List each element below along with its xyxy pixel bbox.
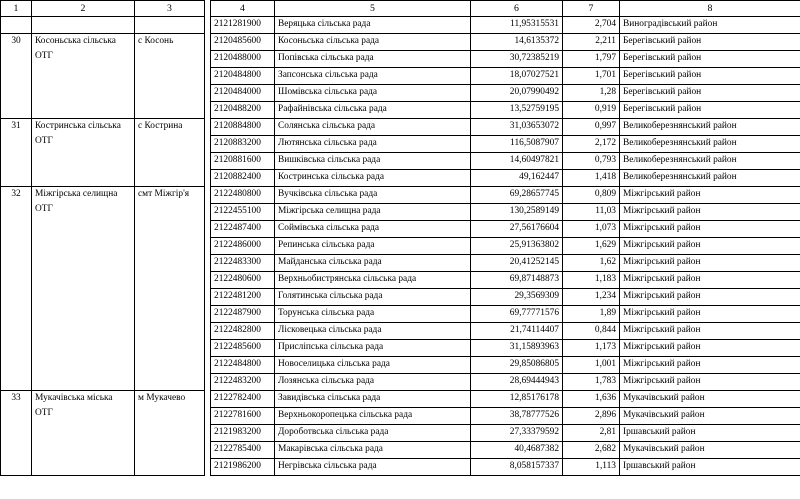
koatuu-code-cell: 2120488200 (211, 102, 275, 119)
share-cell: 1,173 (563, 340, 620, 357)
koatuu-code-cell: 2122455100 (211, 204, 275, 221)
header-cell: 4 (211, 1, 275, 17)
area-cell: 31,03653072 (471, 119, 563, 136)
district-cell: Міжгірський район (620, 187, 800, 204)
otg-name-cell: Мукачівська міська ОТГ (32, 391, 135, 476)
council-name-cell: Косоньська сільська рада (275, 34, 471, 51)
share-cell: 0,809 (563, 187, 620, 204)
koatuu-code-cell: 2122782400 (211, 391, 275, 408)
district-cell: Міжгірський район (620, 357, 800, 374)
koatuu-code-cell: 2122480800 (211, 187, 275, 204)
council-name-cell: Попівська сільська рада (275, 51, 471, 68)
council-name-cell: Лозянська сільська рада (275, 374, 471, 391)
header-cell: 7 (563, 1, 620, 17)
koatuu-code-cell: 2122487400 (211, 221, 275, 238)
district-cell: Міжгірський район (620, 255, 800, 272)
district-cell: Мукачівський район (620, 391, 800, 408)
otg-name-cell (32, 17, 135, 34)
table-row (1, 119, 800, 136)
header-row (1, 1, 800, 17)
koatuu-code-cell: 2122781600 (211, 408, 275, 425)
share-cell: 1,234 (563, 289, 620, 306)
share-cell: 0,919 (563, 102, 620, 119)
otg-name-cell: Косоньська сільська ОТГ (32, 34, 135, 119)
share-cell: 2,172 (563, 136, 620, 153)
area-cell: 25,91363802 (471, 238, 563, 255)
group-number-cell: 33 (1, 391, 32, 476)
district-cell: Іршавський район (620, 459, 800, 476)
council-name-cell: Прислiпська сільська рада (275, 340, 471, 357)
area-cell: 130,2589149 (471, 204, 563, 221)
area-cell: 27,56176604 (471, 221, 563, 238)
koatuu-code-cell: 2120881600 (211, 153, 275, 170)
area-cell: 14,60497821 (471, 153, 563, 170)
koatuu-code-cell: 2120883200 (211, 136, 275, 153)
header-cell: 6 (471, 1, 563, 17)
share-cell: 1,89 (563, 306, 620, 323)
district-cell: Берегівський район (620, 34, 800, 51)
koatuu-code-cell: 2120484800 (211, 68, 275, 85)
otg-name-cell: Міжгірська селищна ОТГ (32, 187, 135, 391)
council-name-cell: Голятинська сільська рада (275, 289, 471, 306)
council-name-cell: Запсонська сільська рада (275, 68, 471, 85)
area-cell: 11,95315531 (471, 17, 563, 34)
center-cell: м Мукачево (135, 391, 205, 476)
group-number-cell: 31 (1, 119, 32, 187)
share-cell: 1,073 (563, 221, 620, 238)
council-name-cell: Завидівська сільська рада (275, 391, 471, 408)
area-cell: 20,07990492 (471, 85, 563, 102)
center-cell: с Кострина (135, 119, 205, 187)
area-cell: 20,41252145 (471, 255, 563, 272)
share-cell: 2,704 (563, 17, 620, 34)
council-name-cell: Лісковецька сільська рада (275, 323, 471, 340)
council-name-cell: Негрівська сільська рада (275, 459, 471, 476)
district-cell: Великоберезнянський район (620, 153, 800, 170)
council-name-cell: Веряцька сільська рада (275, 17, 471, 34)
share-cell: 2,81 (563, 425, 620, 442)
council-name-cell: Торунська сільська рада (275, 306, 471, 323)
district-cell: Міжгірський район (620, 289, 800, 306)
district-cell: Берегівський район (620, 85, 800, 102)
council-name-cell: Макарівська сільська рада (275, 442, 471, 459)
area-cell: 12,85176178 (471, 391, 563, 408)
council-name-cell: Новоселицька сільська рада (275, 357, 471, 374)
table-row (1, 391, 800, 408)
area-cell: 28,69444943 (471, 374, 563, 391)
koatuu-code-cell: 2122481200 (211, 289, 275, 306)
share-cell: 2,211 (563, 34, 620, 51)
header-cell: 5 (275, 1, 471, 17)
share-cell: 1,113 (563, 459, 620, 476)
koatuu-code-cell: 2120485600 (211, 34, 275, 51)
council-name-cell: Костринська сільська рада (275, 170, 471, 187)
koatuu-code-cell: 2122485600 (211, 340, 275, 357)
council-name-cell: Дороботвська сільська рада (275, 425, 471, 442)
group-number-cell: 32 (1, 187, 32, 391)
koatuu-code-cell: 2122482800 (211, 323, 275, 340)
share-cell: 1,28 (563, 85, 620, 102)
share-cell: 1,783 (563, 374, 620, 391)
area-cell: 13,52759195 (471, 102, 563, 119)
share-cell: 1,418 (563, 170, 620, 187)
table-row (1, 17, 800, 34)
district-cell: Мукачівський район (620, 442, 800, 459)
district-cell: Міжгірський район (620, 323, 800, 340)
koatuu-code-cell: 2120882400 (211, 170, 275, 187)
district-cell: Великоберезнянський район (620, 119, 800, 136)
district-cell: Міжгірський район (620, 221, 800, 238)
district-cell: Мукачівський район (620, 408, 800, 425)
area-cell: 31,15893963 (471, 340, 563, 357)
koatuu-code-cell: 2120884800 (211, 119, 275, 136)
koatuu-code-cell: 2121986200 (211, 459, 275, 476)
koatuu-code-cell: 2121281900 (211, 17, 275, 34)
council-name-cell: Майданська сільська рада (275, 255, 471, 272)
council-name-cell: Вучківська сільська рада (275, 187, 471, 204)
council-name-cell: Рафайнівська сільська рада (275, 102, 471, 119)
area-cell: 49,162447 (471, 170, 563, 187)
share-cell: 2,896 (563, 408, 620, 425)
council-name-cell: Верхньобистрянська сільська рада (275, 272, 471, 289)
share-cell: 2,682 (563, 442, 620, 459)
area-cell: 40,4687382 (471, 442, 563, 459)
district-cell: Міжгірський район (620, 272, 800, 289)
koatuu-code-cell: 2122486000 (211, 238, 275, 255)
center-cell (135, 17, 205, 34)
header-cell: 1 (1, 1, 32, 17)
council-name-cell: Лютянська сільська рада (275, 136, 471, 153)
district-cell: Берегівський район (620, 51, 800, 68)
district-cell: Міжгірський район (620, 374, 800, 391)
council-name-cell: Соймівська сільська рада (275, 221, 471, 238)
share-cell: 1,183 (563, 272, 620, 289)
share-cell: 0,793 (563, 153, 620, 170)
district-cell: Виноградівський район (620, 17, 800, 34)
district-cell: Міжгірський район (620, 238, 800, 255)
council-name-cell: Верхньокоропецька сільська рада (275, 408, 471, 425)
area-cell: 18,07027521 (471, 68, 563, 85)
center-cell: с Косонь (135, 34, 205, 119)
district-cell: Іршавський район (620, 425, 800, 442)
area-cell: 8,058157337 (471, 459, 563, 476)
area-cell: 69,77771576 (471, 306, 563, 323)
center-cell: смт Міжгір'я (135, 187, 205, 391)
koatuu-code-cell: 2122487900 (211, 306, 275, 323)
koatuu-code-cell: 2122785400 (211, 442, 275, 459)
district-cell: Берегівський район (620, 68, 800, 85)
share-cell: 1,701 (563, 68, 620, 85)
koatuu-code-cell: 2120488000 (211, 51, 275, 68)
area-cell: 27,33379592 (471, 425, 563, 442)
council-name-cell: Міжгірська селищна рада (275, 204, 471, 221)
koatuu-code-cell: 2122480600 (211, 272, 275, 289)
area-cell: 14,6135372 (471, 34, 563, 51)
area-cell: 29,85086805 (471, 357, 563, 374)
district-cell: Великоберезнянський район (620, 170, 800, 187)
table-row (1, 187, 800, 204)
area-cell: 30,72385219 (471, 51, 563, 68)
otg-name-cell: Костринська сільська ОТГ (32, 119, 135, 187)
header-cell: 2 (32, 1, 135, 17)
council-name-cell: Репинська сільська рада (275, 238, 471, 255)
koatuu-code-cell: 2122484800 (211, 357, 275, 374)
share-cell: 11,03 (563, 204, 620, 221)
share-cell: 1,636 (563, 391, 620, 408)
district-cell: Міжгірський район (620, 306, 800, 323)
area-cell: 21,74114407 (471, 323, 563, 340)
area-cell: 69,87148873 (471, 272, 563, 289)
council-name-cell: Шомівська сільська рада (275, 85, 471, 102)
header-cell: 8 (620, 1, 800, 17)
group-number-cell (1, 17, 32, 34)
header-cell: 3 (135, 1, 205, 17)
council-name-cell: Солянська сільська рада (275, 119, 471, 136)
district-cell: Міжгірський район (620, 204, 800, 221)
koatuu-code-cell: 2122483200 (211, 374, 275, 391)
group-number-cell: 30 (1, 34, 32, 119)
area-cell: 38,78777526 (471, 408, 563, 425)
koatuu-code-cell: 2120484000 (211, 85, 275, 102)
share-cell: 1,62 (563, 255, 620, 272)
koatuu-code-cell: 2122483300 (211, 255, 275, 272)
share-cell: 0,844 (563, 323, 620, 340)
council-name-cell: Вишківська сільська рада (275, 153, 471, 170)
share-cell: 0,997 (563, 119, 620, 136)
area-cell: 69,28657745 (471, 187, 563, 204)
share-cell: 1,629 (563, 238, 620, 255)
koatuu-code-cell: 2121983200 (211, 425, 275, 442)
district-cell: Великоберезнянський район (620, 136, 800, 153)
table-row (1, 34, 800, 51)
area-cell: 29,3569309 (471, 289, 563, 306)
district-cell: Міжгірський район (620, 340, 800, 357)
share-cell: 1,001 (563, 357, 620, 374)
area-cell: 116,5087907 (471, 136, 563, 153)
share-cell: 1,797 (563, 51, 620, 68)
district-cell: Берегівський район (620, 102, 800, 119)
